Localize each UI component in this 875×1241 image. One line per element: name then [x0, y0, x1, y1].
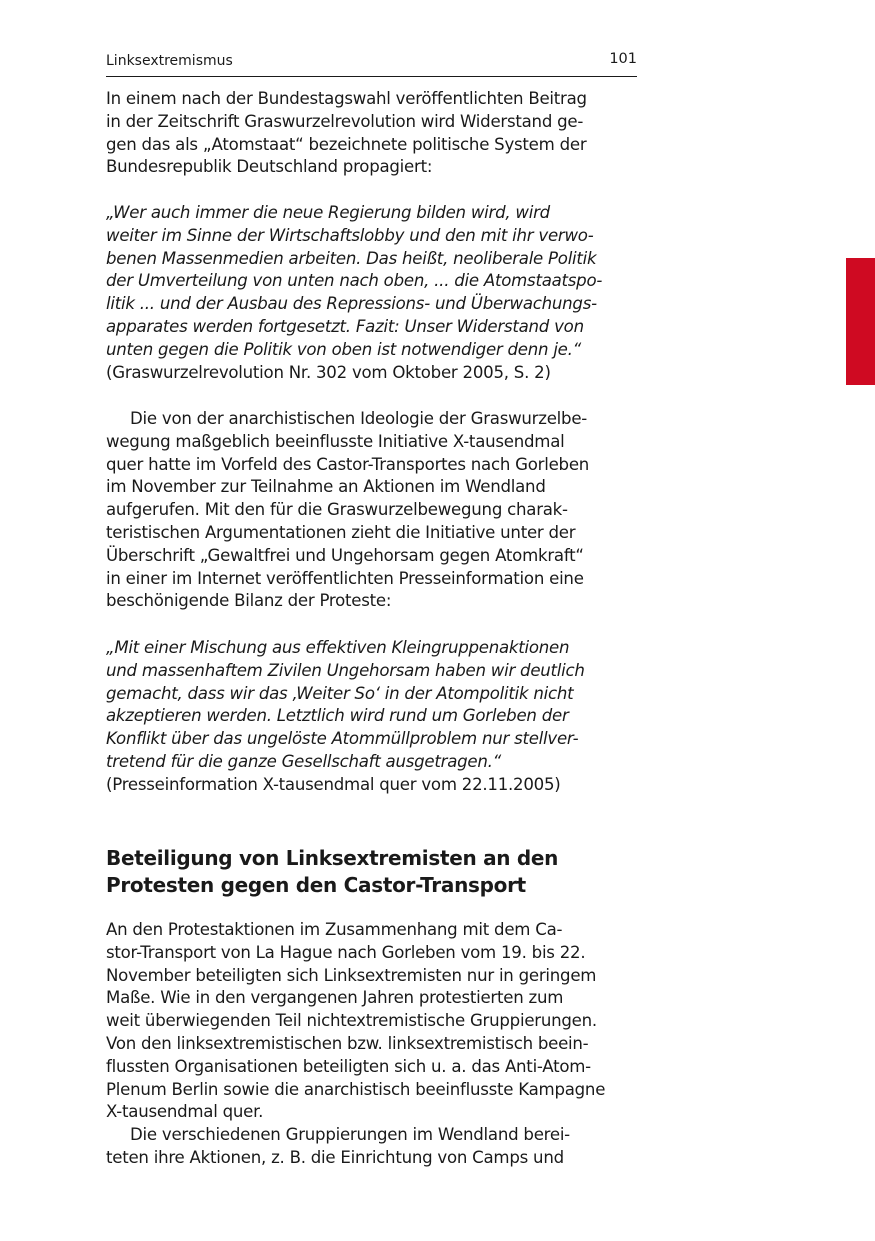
- text-line: November beteiligten sich Linksextremisten nur in geringem: [106, 965, 597, 985]
- text-line: teristischen Argumentationen zieht die Initiative unter der: [106, 522, 576, 542]
- text-line: stor-Transport von La Hague nach Gorleben vom 19. bis 22.: [106, 942, 586, 962]
- text-line: In einem nach der Bundestagswahl veröffentlichten Beitrag: [106, 89, 587, 108]
- text-line: X-tausendmal quer.: [106, 1102, 264, 1122]
- quote-line: weiter im Sinne der Wirtschaftslobby und den mit ihr verwo-: [106, 225, 594, 245]
- text-line: Die verschiedenen Gruppierungen im Wendland berei-: [130, 1125, 570, 1145]
- quote-line: akzeptieren werden. Letztlich wird rund um Gorleben der: [106, 706, 569, 726]
- text-line: Bundesrepublik Deutschland propagiert:: [106, 157, 433, 177]
- quote-line: litik ... und der Ausbau des Repressions- und Überwachungs-: [106, 294, 597, 314]
- text-line: flussten Organisationen beteiligten sich u. a. das Anti-Atom-: [106, 1056, 591, 1076]
- quote-presseinformation: [106, 637, 646, 797]
- running-header: [106, 50, 637, 77]
- section-name: Linksextremismus: [106, 53, 233, 69]
- text-line: An den Protestaktionen im Zusammenhang mit dem Ca-: [106, 920, 563, 939]
- text-line: beschönigende Bilanz der Proteste:: [106, 591, 392, 611]
- quote-line: gemacht, dass wir das ‚Weiter So‘ in der Atompolitik nicht: [106, 683, 574, 703]
- heading-line: Protesten gegen den Castor-Transport: [106, 873, 526, 897]
- quote-line: und massenhaftem Zivilen Ungehorsam haben wir deutlich: [106, 660, 585, 680]
- text-line: gen das als „Atomstaat“ bezeichnete politische System der: [106, 134, 587, 154]
- text-line: Plenum Berlin sowie die anarchistisch beeinflusste Kampagne: [106, 1079, 606, 1099]
- quote-line: „Wer auch immer die neue Regierung bilden wird, wird: [106, 203, 550, 222]
- quote-source: (Presseinformation X-tausendmal quer vom 22.11.2005): [106, 774, 561, 794]
- paragraph-initiative: [106, 408, 646, 613]
- text-line: aufgerufen. Mit den für die Graswurzelbewegung charak-: [106, 500, 568, 520]
- paragraph-intro: [106, 88, 646, 179]
- quote-line: benen Massenmedien arbeiten. Das heißt, neoliberale Politik: [106, 248, 597, 268]
- page-number: 101: [609, 51, 637, 67]
- heading-line: Beteiligung von Linksextremisten an den: [106, 846, 559, 870]
- text-line: wegung maßgeblich beeinflusste Initiative X-tausendmal: [106, 431, 565, 451]
- text-line: Maße. Wie in den vergangenen Jahren protestierten zum: [106, 988, 564, 1008]
- text-line: teten ihre Aktionen, z. B. die Einrichtung von Camps und: [106, 1147, 564, 1167]
- text-line: weit überwiegenden Teil nichtextremistische Gruppierungen.: [106, 1011, 597, 1031]
- paragraph-castor-protests: [106, 919, 646, 1170]
- text-line: Überschrift „Gewaltfrei und Ungehorsam gegen Atomkraft“: [106, 545, 584, 565]
- quote-source: (Graswurzelrevolution Nr. 302 vom Oktober 2005, S. 2): [106, 362, 551, 382]
- text-line: in der Zeitschrift Graswurzelrevolution wird Widerstand ge-: [106, 111, 584, 131]
- quote-line: unten gegen die Politik von oben ist notwendiger denn je.“: [106, 339, 582, 359]
- quote-line: der Umverteilung von unten nach oben, ... die Atomstaatspo-: [106, 271, 603, 291]
- text-line: quer hatte im Vorfeld des Castor-Transportes nach Gorleben: [106, 454, 590, 474]
- text-line: im November zur Teilnahme an Aktionen im Wendland: [106, 477, 546, 497]
- quote-graswurzelrevolution: [106, 202, 646, 384]
- section-heading: [106, 845, 646, 899]
- text-line: Von den linksextremistischen bzw. linksextremistisch beein-: [106, 1033, 589, 1053]
- quote-line: apparates werden fortgesetzt. Fazit: Unser Widerstand von: [106, 316, 584, 336]
- chapter-tab-marker: [846, 258, 875, 385]
- text-line: in einer im Internet veröffentlichten Presseinformation eine: [106, 568, 584, 588]
- quote-line: „Mit einer Mischung aus effektiven Kleingruppenaktionen: [106, 638, 570, 657]
- quote-line: tretend für die ganze Gesellschaft ausgetragen.“: [106, 751, 501, 771]
- quote-line: Konflikt über das ungelöste Atommüllproblem nur stellver-: [106, 729, 579, 749]
- text-line: Die von der anarchistischen Ideologie der Graswurzelbe-: [130, 409, 588, 428]
